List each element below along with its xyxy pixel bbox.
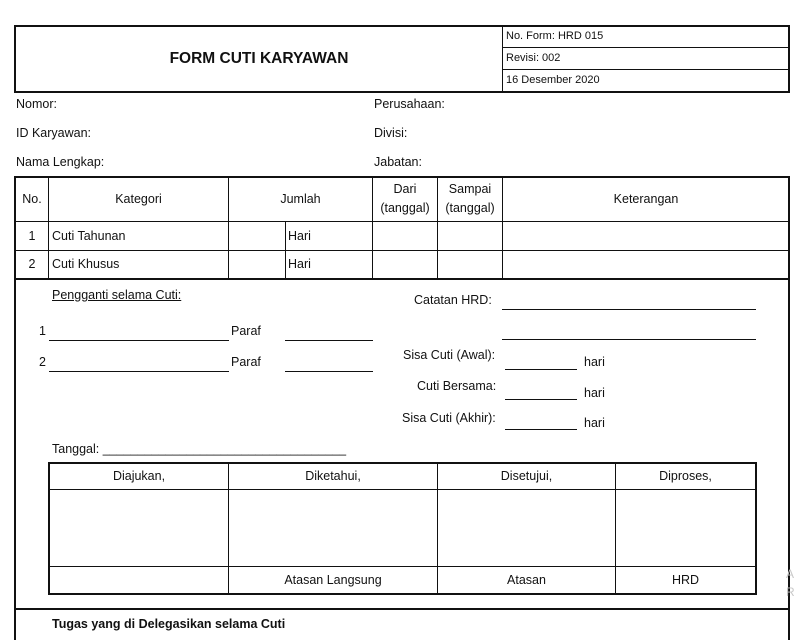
row1-no: 1 — [28, 228, 36, 243]
col-header-kategori: Kategori — [115, 192, 162, 206]
col-header-keterangan: Keterangan — [613, 192, 679, 206]
paraf-line-1[interactable] — [285, 340, 373, 341]
signature-box-disetujui[interactable] — [438, 490, 615, 566]
approval-footer-atasan: Atasan — [507, 572, 546, 587]
pengganti-line-2[interactable] — [49, 371, 229, 372]
catatan-hrd-label: Catatan HRD: — [414, 293, 492, 307]
delegasi-top-border — [14, 608, 790, 610]
header-row-line-1 — [502, 47, 789, 48]
label-perusahaan: Perusahaan: — [374, 97, 445, 111]
row1-unit: Hari — [288, 229, 311, 243]
cuti-bersama-label: Cuti Bersama: — [417, 379, 497, 393]
sisa-cuti-awal-label: Sisa Cuti (Awal): — [403, 348, 496, 362]
header-bottom-border — [14, 91, 790, 93]
tugas-delegasi-title: Tugas yang di Delegasikan selama Cuti — [52, 617, 286, 631]
signature-box-diketahui[interactable] — [229, 490, 437, 566]
approval-footer-hrd: HRD — [671, 572, 700, 587]
header-row-line-2 — [502, 69, 789, 70]
approval-header-diketahui: Diketahui, — [305, 469, 361, 483]
table-header-bottom — [14, 221, 790, 222]
col-header-no: No. — [22, 192, 42, 206]
form-number: No. Form: HRD 015 — [506, 30, 604, 42]
label-divisi: Divisi: — [374, 126, 408, 140]
cuti-bersama-unit: hari — [584, 386, 605, 400]
form-revision: Revisi: 002 — [506, 52, 561, 64]
col-header-dari-line2: (tanggal) — [380, 201, 430, 215]
approval-header-diproses: Diproses, — [659, 469, 712, 483]
approval-header-disetujui: Disetujui, — [500, 469, 553, 483]
table-bottom-border — [14, 278, 790, 280]
edge-watermark: A R — [786, 567, 795, 599]
header-divider — [502, 25, 503, 92]
signature-box-diajukan[interactable] — [50, 490, 228, 566]
col-header-sampai-line1: Sampai — [448, 182, 492, 196]
catatan-hrd-line-2[interactable] — [502, 339, 756, 340]
signature-box-diproses[interactable] — [616, 490, 755, 566]
approval-bottom-border — [48, 593, 756, 595]
row1-kategori: Cuti Tahunan — [52, 229, 126, 243]
cuti-bersama-line[interactable] — [505, 399, 577, 400]
label-nama-lengkap: Nama Lengkap: — [16, 155, 105, 169]
paraf-label-1: Paraf — [231, 324, 261, 338]
col-header-dari-line1: Dari — [393, 182, 417, 196]
table-col-line-3 — [285, 221, 286, 279]
label-jabatan: Jabatan: — [374, 155, 422, 169]
pengganti-title: Pengganti selama Cuti: — [52, 288, 182, 302]
col-header-sampai — [438, 178, 502, 221]
label-nomor: Nomor: — [16, 97, 57, 111]
lower-left-border — [14, 278, 16, 640]
sisa-cuti-akhir-unit: hari — [584, 416, 605, 430]
col-header-jumlah: Jumlah — [280, 192, 321, 206]
right-border-top — [788, 25, 790, 92]
pengganti-number-2: 2 — [39, 355, 46, 369]
pengganti-number-1: 1 — [39, 324, 46, 338]
form-date: 16 Desember 2020 — [506, 74, 600, 86]
sisa-cuti-akhir-line[interactable] — [505, 429, 577, 430]
label-id-karyawan: ID Karyawan: — [16, 126, 92, 140]
row2-no: 2 — [28, 257, 36, 271]
tanggal-field[interactable]: Tanggal: ___________________________________ — [52, 442, 347, 456]
approval-right-border — [755, 462, 757, 595]
sisa-cuti-awal-unit: hari — [584, 355, 605, 369]
pengganti-line-1[interactable] — [49, 340, 229, 341]
catatan-hrd-line-1[interactable] — [502, 309, 756, 310]
approval-footer-atasan-langsung: Atasan Langsung — [284, 572, 382, 587]
paraf-line-2[interactable] — [285, 371, 373, 372]
form-title: FORM CUTI KARYAWAN — [169, 49, 349, 67]
sisa-cuti-akhir-label: Sisa Cuti (Akhir): — [402, 411, 496, 425]
paraf-label-2: Paraf — [231, 355, 261, 369]
col-header-dari — [373, 178, 437, 221]
sisa-cuti-awal-line[interactable] — [505, 369, 577, 370]
row2-kategori: Cuti Khusus — [52, 257, 120, 271]
table-row1-bottom — [14, 250, 790, 251]
approval-footer-diajukan — [50, 567, 228, 593]
col-header-sampai-line2: (tanggal) — [445, 201, 495, 215]
row2-unit: Hari — [288, 257, 311, 271]
approval-header-diajukan: Diajukan, — [112, 469, 166, 483]
